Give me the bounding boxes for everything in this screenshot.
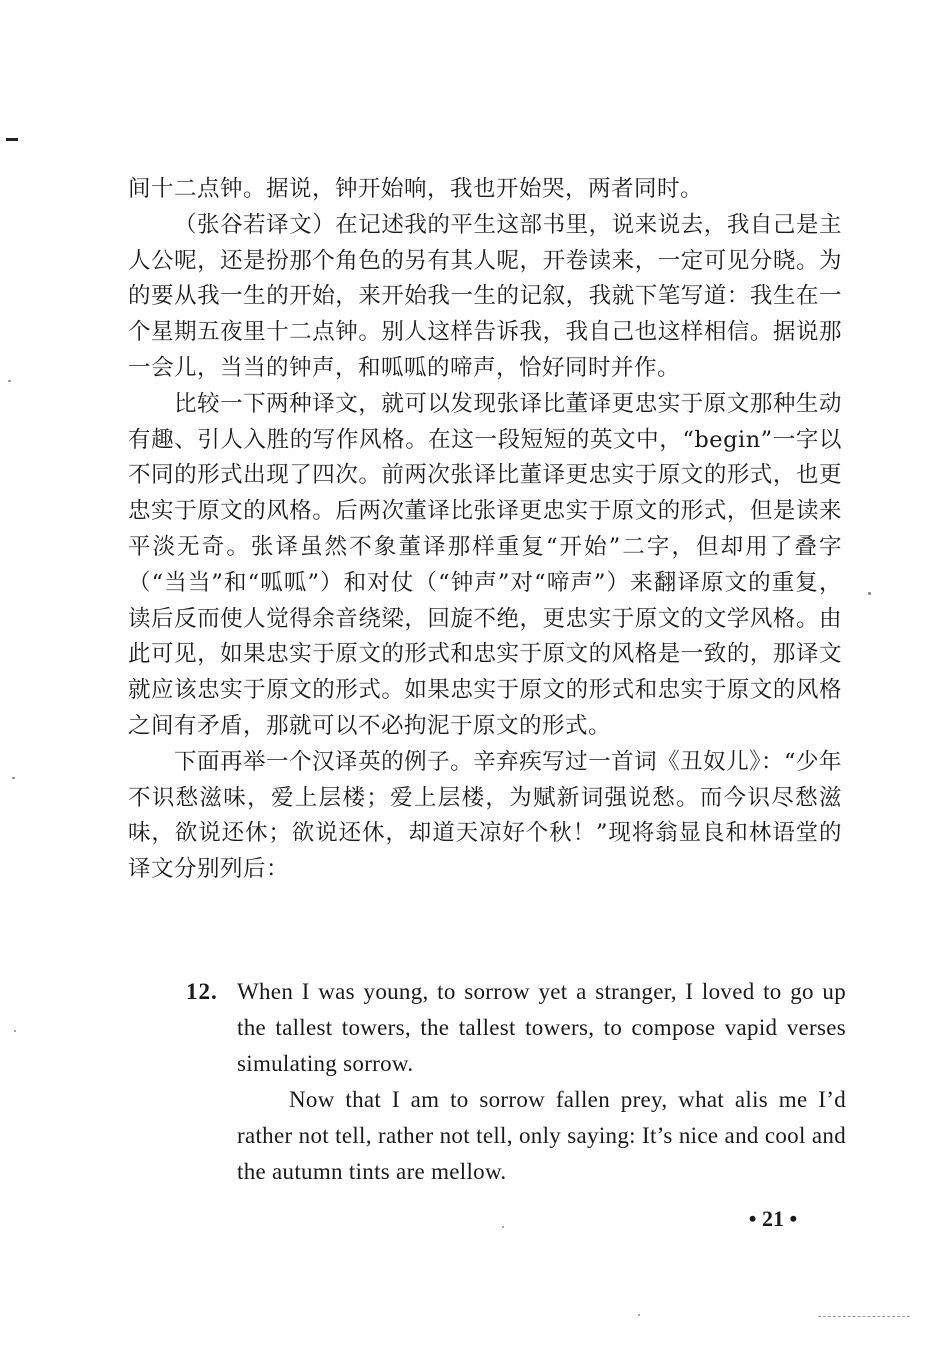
scan-edge-line (818, 1316, 910, 1317)
example-body (237, 974, 846, 1190)
example-stanza-1: When I was young, to sorrow yet a stranger, I loved to go up the tallest towers, the tallest towers, to compose vapid verses simulating sorrow. (237, 979, 846, 1076)
paragraph-continuation: 间十二点钟。据说，钟开始响，我也开始哭，两者同时。 (128, 176, 704, 202)
scan-speck (502, 1226, 504, 1228)
scan-speck (638, 1314, 640, 1316)
body-text (128, 172, 842, 888)
example-stanza-2: Now that I am to sorrow fallen prey, what alis me I’d rather not tell, rather not tell, only saying: It’s nice and cool and the autumn tints are mellow. (237, 1087, 846, 1184)
paragraph-zhang-translation: （张谷若译文）在记述我的平生这部书里，说来说去，我自己是主人公呢，还是扮那个角色的另有其人呢，开卷读来，一定可见分晓。为的要从我一生的开始，来开始我一生的记叙，我就下笔写道：我生在一个星期五夜里十二点钟。别人这样告诉我，我自己也这样相信。据说那一会儿，当当的钟声，和呱呱的啼声，恰好同时并作。 (128, 211, 842, 381)
scan-speck (14, 1030, 16, 1032)
paragraph-next-example: 下面再举一个汉译英的例子。辛弃疾写过一首词《丑奴儿》：“少年不识愁滋味，爱上层楼；爱上层楼，为赋新词强说愁。而今识尽愁滋味，欲说还休；欲说还休，却道天凉好个秋！”现将翁显良和林语堂的译文分别列后： (128, 748, 842, 883)
scan-speck (8, 380, 11, 382)
scan-speck (868, 592, 871, 595)
example-translation (186, 974, 846, 1190)
scan-speck (12, 777, 15, 779)
margin-mark (6, 138, 18, 141)
page-number: • 21 • (748, 1206, 798, 1231)
example-number: 12. (186, 979, 218, 1004)
paragraph-comparison: 比较一下两种译文，就可以发现张译比董译更忠实于原文那种生动有趣、引人入胜的写作风格。在这一段短短的英文中，“begin”一字以不同的形式出现了四次。前两次张译比董译更忠实于原文的形式，也更忠实于原文的风格。后两次董译比张译更忠实于原文的形式，但是读来平淡无奇。张译虽然不象董译那样重复“开始”二字，但却用了叠字（“当当”和“呱呱”）和对仗（“钟声”对“啼声”）来翻译原文的重复，读后反而使人觉得余音绕梁，回旋不绝，更忠实于原文的文学风格。由此可见，如果忠实于原文的形式和忠实于原文的风格是一致的，那译文就应该忠实于原文的形式。如果忠实于原文的形式和忠实于原文的风格之间有矛盾，那就可以不必拘泥于原文的形式。 (128, 390, 842, 739)
